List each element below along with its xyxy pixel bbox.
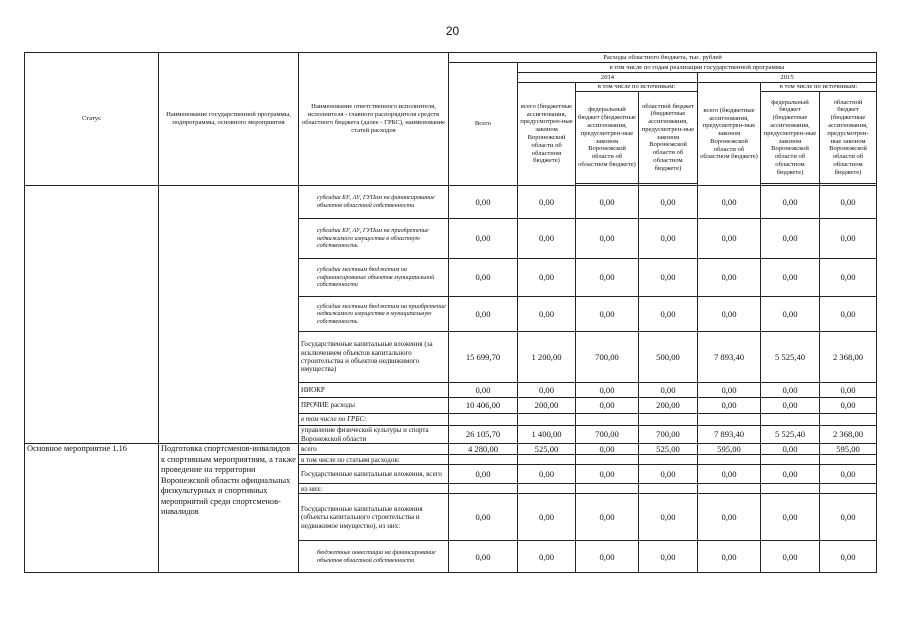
- cell: 0,00: [820, 398, 877, 414]
- col-executor-header: Наименование ответственного исполнителя, исполнителя - главного распорядителя средств областного бюджета (далее - ГРБС), наименование статей расходов: [299, 53, 449, 186]
- budget-table: [24, 52, 877, 573]
- cell: 0,00: [518, 541, 576, 573]
- cell: 700,00: [576, 426, 639, 444]
- cell: 0,00: [639, 541, 698, 573]
- cell: 2 368,00: [820, 332, 877, 383]
- cell: 5 525,40: [761, 332, 820, 383]
- cell: 2 368,00: [820, 426, 877, 444]
- cell: 0,00: [820, 297, 877, 332]
- col-2015-regional-header: областной бюджет (бюджетные ассигнования, предусмотрен-ные законом Воронежской области об областном бюджете): [820, 92, 877, 184]
- cell: 0,00: [761, 259, 820, 297]
- cell: 7 893,40: [698, 332, 761, 383]
- cell: 1 400,00: [518, 426, 576, 444]
- cell: 0,00: [449, 541, 518, 573]
- measure-status: Основное мероприятие 1.16: [25, 444, 159, 573]
- cell: 0,00: [639, 259, 698, 297]
- row-label: субсидии местным бюджетам на приобретение недвижимого имущества в муниципальную собственность: [299, 297, 449, 332]
- row-label: из них:: [299, 484, 449, 494]
- cell: 0,00: [639, 186, 698, 219]
- sources-2015-header: в том числе по источникам:: [761, 83, 877, 92]
- row-label: управление физической культуры и спорта Воронежской области: [299, 426, 449, 444]
- cell: 595,00: [820, 444, 877, 455]
- cell: 0,00: [576, 541, 639, 573]
- row-label: бюджетные инвестиции на финансирование объектов областной собственности: [299, 541, 449, 573]
- cell: 0,00: [449, 186, 518, 219]
- cell: 0,00: [576, 465, 639, 484]
- cell: 200,00: [518, 398, 576, 414]
- cell: 0,00: [518, 259, 576, 297]
- cell: 0,00: [698, 259, 761, 297]
- row-label: Государственные капитальные вложения (объекты капитального строительства и недвижимое имущество), из них:: [299, 494, 449, 541]
- cell: 0,00: [761, 219, 820, 259]
- cell: 7 893,40: [698, 426, 761, 444]
- cell: 0,00: [820, 186, 877, 219]
- col-expenses-header: Расходы областного бюджета, тыс. рублей: [449, 53, 877, 63]
- cell: 0,00: [518, 186, 576, 219]
- col-2014-regional-header: областной бюджет (бюджетные ассигнования, предусмотрен-ные законом Воронежской области об областном бюджете): [639, 92, 698, 184]
- cell: 0,00: [820, 541, 877, 573]
- row-label: в том числе по ГРБС:: [299, 414, 449, 426]
- row-label: субсидии БУ, АУ, ГУПам на финансирование объектов областной собственности: [299, 186, 449, 219]
- cell: 0,00: [576, 186, 639, 219]
- program-cell-empty: [159, 186, 299, 444]
- row-label: Государственные капитальные вложения, всего: [299, 465, 449, 484]
- cell: 0,00: [518, 297, 576, 332]
- year-2015-header: 2015: [698, 73, 877, 83]
- cell: 0,00: [449, 383, 518, 398]
- cell: 0,00: [639, 494, 698, 541]
- col-status-header: Статус: [25, 53, 159, 186]
- cell: 4 280,00: [449, 444, 518, 455]
- cell: 0,00: [639, 219, 698, 259]
- cell: 0,00: [761, 541, 820, 573]
- cell: 0,00: [639, 465, 698, 484]
- col-2014-federal-header: федеральный бюджет (бюджетные ассигнования, предусмотрен-ные законом Воронежской области об областном бюджете): [576, 92, 639, 184]
- cell: 0,00: [761, 444, 820, 455]
- cell: 0,00: [639, 297, 698, 332]
- cell: 26 105,70: [449, 426, 518, 444]
- cell: 0,00: [576, 259, 639, 297]
- col-2014-total-header: всего (бюджетные ассигнования, предусмотрен-ные законом Воронежской области об областном бюджете): [518, 83, 576, 186]
- cell: 0,00: [761, 494, 820, 541]
- year-2014-header: 2014: [518, 73, 698, 83]
- cell: 0,00: [698, 398, 761, 414]
- cell: 525,00: [639, 444, 698, 455]
- cell: 0,00: [576, 297, 639, 332]
- status-cell-empty: [25, 186, 159, 444]
- cell: 0,00: [698, 465, 761, 484]
- page-number: 20: [445, 24, 460, 38]
- cell: 1 200,00: [518, 332, 576, 383]
- cell: 0,00: [449, 494, 518, 541]
- row-label: НИОКР: [299, 383, 449, 398]
- cell: 500,00: [639, 332, 698, 383]
- cell: 0,00: [761, 465, 820, 484]
- col-2015-total-header: всего (бюджетные ассигнования, предусмотрен-ные законом Воронежской области об областном бюджете): [698, 83, 761, 186]
- col-program-header: Наименование государственной программы, подпрограммы, основного мероприятия: [159, 53, 299, 186]
- cell: 0,00: [449, 219, 518, 259]
- cell: 0,00: [698, 383, 761, 398]
- cell: 0,00: [761, 186, 820, 219]
- cell: 0,00: [820, 219, 877, 259]
- cell: 700,00: [576, 332, 639, 383]
- col-total-header: Всего: [449, 63, 518, 186]
- cell: 0,00: [820, 383, 877, 398]
- cell: 15 699,70: [449, 332, 518, 383]
- cell: 0,00: [518, 383, 576, 398]
- cell: 5 525,40: [761, 426, 820, 444]
- cell: 0,00: [576, 444, 639, 455]
- col-2015-federal-header: федеральный бюджет (бюджетные ассигнования, предусмотрен-ные законом Воронежской области об областном бюджете): [761, 92, 820, 184]
- cell: 0,00: [761, 383, 820, 398]
- cell: 0,00: [449, 259, 518, 297]
- cell: 0,00: [449, 297, 518, 332]
- row-label: Государственные капитальные вложения (за исключением объектов капитального строительства и объектов недвижимого имущества): [299, 332, 449, 383]
- cell: 0,00: [761, 297, 820, 332]
- cell: 200,00: [639, 398, 698, 414]
- cell: 595,00: [698, 444, 761, 455]
- cell: 0,00: [518, 219, 576, 259]
- cell: 0,00: [698, 297, 761, 332]
- cell: 0,00: [576, 398, 639, 414]
- cell: 0,00: [449, 465, 518, 484]
- col-by-years-header: в том числе по годам реализации государственной программы: [518, 63, 877, 73]
- cell: 0,00: [698, 219, 761, 259]
- cell: 0,00: [820, 259, 877, 297]
- row-label: всего: [299, 444, 449, 455]
- cell: 0,00: [576, 219, 639, 259]
- cell: 0,00: [518, 465, 576, 484]
- cell: 700,00: [639, 426, 698, 444]
- cell: 0,00: [518, 494, 576, 541]
- cell: 0,00: [698, 541, 761, 573]
- row-label: ПРОЧИЕ расходы: [299, 398, 449, 414]
- cell: 0,00: [820, 494, 877, 541]
- row-label: субсидии БУ, АУ, ГУПам на приобретение недвижимого имущества в областную собственность: [299, 219, 449, 259]
- cell: 10 406,00: [449, 398, 518, 414]
- cell: 0,00: [698, 186, 761, 219]
- cell: 0,00: [639, 383, 698, 398]
- cell: 0,00: [576, 383, 639, 398]
- measure-name: Подготовка спортсменов-инвалидов к спортивным мероприятиям, а также проведение на территории Воронежской области официальных физкультурных и спортивных мероприятий среди спортсменов-инвалидов: [159, 444, 299, 573]
- cell: 0,00: [576, 494, 639, 541]
- row-label: в том числе по статьям расходов:: [299, 455, 449, 465]
- cell: 0,00: [698, 494, 761, 541]
- cell: 525,00: [518, 444, 576, 455]
- sources-2014-header: в том числе по источникам:: [576, 83, 698, 92]
- cell: 0,00: [761, 398, 820, 414]
- cell: 0,00: [820, 465, 877, 484]
- row-label: субсидии местным бюджетам на софинансирование объектов муниципальной собственности: [299, 259, 449, 297]
